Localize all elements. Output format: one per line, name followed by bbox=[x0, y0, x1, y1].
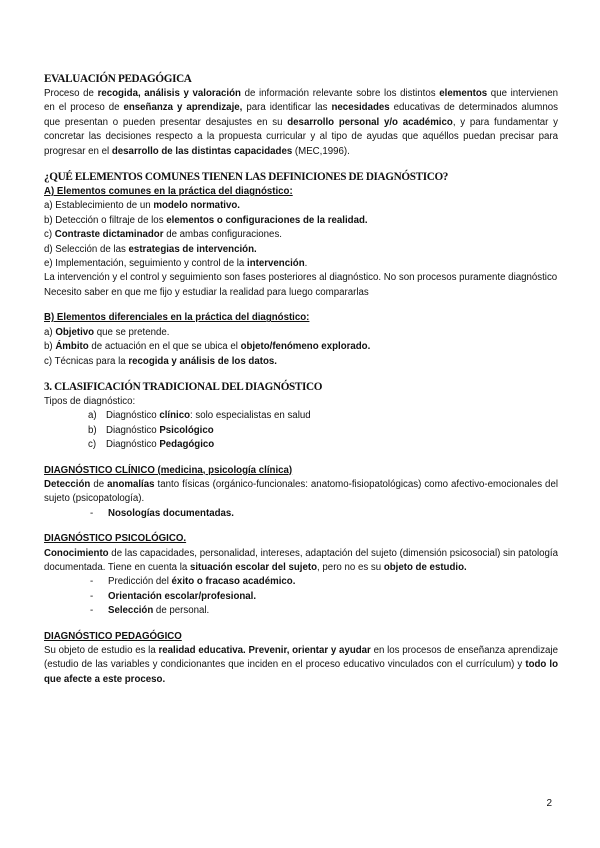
subheading-elementos-diferenciales: B) Elementos diferenciales en la práctica del diagnóstico: bbox=[44, 312, 310, 324]
bold-text: Conocimiento bbox=[44, 547, 109, 559]
bold-text: intervención bbox=[247, 258, 305, 270]
list-elementos-comunes bbox=[44, 199, 558, 271]
list-item bbox=[90, 590, 558, 604]
psicologico-paragraph bbox=[44, 547, 558, 576]
bold-text: recogida y análisis de los datos. bbox=[128, 355, 277, 367]
list-marker: - bbox=[90, 507, 94, 519]
list-line bbox=[44, 228, 558, 242]
list-item bbox=[90, 575, 558, 589]
text-run: de ambas configuraciones. bbox=[163, 229, 282, 241]
bold-text: estrategias de intervención. bbox=[128, 243, 257, 255]
bold-text: desarrollo de las distintas capacidades bbox=[111, 145, 293, 157]
text-run: : solo especialistas en salud bbox=[190, 410, 311, 422]
bold-text: Detección bbox=[44, 478, 91, 490]
bold-text: situación escolar del sujeto bbox=[189, 561, 318, 573]
list-line bbox=[44, 340, 558, 354]
list-line bbox=[44, 214, 558, 228]
text-run: de bbox=[90, 478, 108, 490]
bold-text: clínico bbox=[159, 410, 190, 422]
list-clinico bbox=[44, 507, 558, 521]
text-run: a) bbox=[44, 326, 56, 338]
list-item bbox=[88, 409, 558, 423]
list-marker: a) bbox=[88, 410, 97, 422]
text-run: que intervienen en el proceso de bbox=[44, 88, 558, 114]
text-run: Diagnóstico bbox=[106, 410, 160, 422]
text-run: b) bbox=[44, 341, 56, 353]
list-item bbox=[90, 507, 558, 521]
section-title-clasificacion: 3. CLASIFICACIÓN TRADICIONAL DEL DIAGNÓSTICO bbox=[44, 380, 323, 393]
clinico-paragraph bbox=[44, 478, 558, 507]
bold-text: Psicológico bbox=[159, 424, 214, 436]
text-run: Predicción del bbox=[108, 576, 172, 588]
bold-text: necesidades bbox=[331, 102, 390, 114]
heading-diagnostico-psicologico: DIAGNÓSTICO PSICOLÓGICO. bbox=[44, 533, 187, 545]
list-marker: c) bbox=[88, 439, 97, 451]
section-title-evaluacion: EVALUACIÓN PEDAGÓGICA bbox=[44, 73, 192, 85]
section-title-elementos-comunes: ¿QUÉ ELEMENTOS COMUNES TIENEN LAS DEFINICIONES DE DIAGNÓSTICO? bbox=[44, 171, 449, 184]
text-run: de actuación en el que se ubica el bbox=[88, 341, 241, 353]
bold-text: todo lo que afecte a este proceso. bbox=[44, 659, 558, 685]
text-run: Proceso de bbox=[44, 88, 98, 99]
heading-diagnostico-clinico: DIAGNÓSTICO CLÍNICO (medicina, psicología clínica) bbox=[44, 464, 293, 476]
bold-text: desarrollo personal y/o académico bbox=[287, 116, 453, 128]
bold-text: Contraste dictaminador bbox=[54, 229, 164, 241]
list-line bbox=[44, 257, 558, 271]
list-line bbox=[44, 199, 558, 213]
text-run: e) Implementación, seguimiento y control de la bbox=[44, 258, 248, 270]
text-run: c) Técnicas para la bbox=[44, 355, 129, 367]
text-run: tanto físicas (orgánico-funcionales: anatomo-fisiopatológicas) como afectivo-emocionales del sujeto (psicopatología). bbox=[44, 478, 558, 505]
pedagogico-paragraph bbox=[44, 644, 558, 687]
text-run: para identificar las bbox=[242, 102, 332, 114]
bold-text: elementos bbox=[439, 88, 488, 99]
bold-text: éxito o fracaso académico. bbox=[171, 576, 296, 588]
subheading-elementos-comunes: A) Elementos comunes en la práctica del diagnóstico: bbox=[44, 186, 293, 198]
list-item bbox=[88, 438, 558, 452]
bold-text: enseñanza y aprendizaje, bbox=[123, 102, 243, 114]
bold-text: realidad educativa. Prevenir, orientar y ayudar bbox=[158, 645, 371, 656]
text-run: b) Detección o filtraje de los bbox=[44, 214, 167, 226]
text-run: Su objeto de estudio es la bbox=[44, 645, 159, 656]
list-line bbox=[44, 355, 558, 369]
tipos-intro: Tipos de diagnóstico: bbox=[44, 395, 136, 407]
text-run: educativas de determinados alumnos que presentan o pueden presentar desajustes en su bbox=[44, 102, 558, 128]
list-elementos-diferenciales bbox=[44, 326, 558, 369]
note-intervencion: La intervención y el control y seguimiento son fases posteriores al diagnóstico. No son procesos puramente diagnóstico bbox=[44, 272, 558, 284]
text-run: Diagnóstico bbox=[106, 424, 160, 436]
list-marker: - bbox=[90, 605, 94, 617]
evaluacion-paragraph bbox=[44, 87, 558, 159]
bold-text: Nosologías documentadas. bbox=[108, 507, 234, 519]
list-psicologico bbox=[44, 575, 558, 618]
bold-text: elementos o configuraciones de la realidad. bbox=[166, 214, 368, 226]
bold-text: modelo normativo. bbox=[153, 200, 240, 212]
list-marker: - bbox=[90, 576, 94, 588]
list-line bbox=[44, 243, 558, 257]
document-page bbox=[44, 72, 558, 687]
list-item bbox=[90, 604, 558, 618]
list-item bbox=[88, 424, 558, 438]
list-marker: b) bbox=[88, 424, 97, 436]
text-run: . bbox=[304, 258, 308, 270]
text-run: de las capacidades, personalidad, intereses, adaptación del sujeto (dimensión psicosocial) sin patología documentada. Tiene en cuenta la bbox=[44, 547, 558, 573]
bold-text: Pedagógico bbox=[159, 439, 215, 451]
text-run: que se pretende. bbox=[94, 326, 170, 338]
text-run: (MEC,1996). bbox=[292, 145, 350, 157]
note-necesito-saber: Necesito saber en que me fijo y estudiar la realidad para luego compararlas bbox=[44, 286, 369, 298]
heading-diagnostico-pedagogico: DIAGNÓSTICO PEDAGÓGICO bbox=[44, 630, 182, 642]
bold-text: recogida, análisis y valoración bbox=[97, 88, 241, 99]
bold-text: Ámbito bbox=[55, 341, 89, 353]
bold-text: Selección bbox=[108, 605, 154, 617]
text-run: de personal. bbox=[153, 605, 210, 617]
list-marker: - bbox=[90, 590, 94, 602]
bold-text: objeto de estudio. bbox=[383, 561, 467, 573]
text-run: c) bbox=[44, 229, 55, 241]
text-run: en los procesos de enseñanza aprendizaje (estudio de las variables y condicionantes que inciden en el proceso educativo vinculados con el currículum) y bbox=[44, 645, 558, 671]
text-run: , pero no es su bbox=[317, 561, 384, 573]
list-line bbox=[44, 326, 558, 340]
text-run: de información relevante sobre los distintos bbox=[240, 88, 440, 99]
text-run: , y para fundamentar y concretar las decisiones respecto a la propuesta curricular y al tipo de ayudas que aquéllos puedan precisar para progresar en el bbox=[44, 116, 558, 157]
text-run: d) Selección de las bbox=[44, 243, 129, 255]
page-number: 2 bbox=[546, 798, 552, 809]
text-run: Diagnóstico bbox=[106, 439, 160, 451]
bold-text: anomalías bbox=[107, 478, 155, 490]
bold-text: objeto/fenómeno explorado. bbox=[240, 341, 371, 353]
text-run: a) Establecimiento de un bbox=[44, 200, 154, 212]
list-tipos-diagnostico bbox=[44, 409, 558, 452]
bold-text: Orientación escolar/profesional. bbox=[108, 590, 257, 602]
bold-text: Objetivo bbox=[55, 326, 95, 338]
